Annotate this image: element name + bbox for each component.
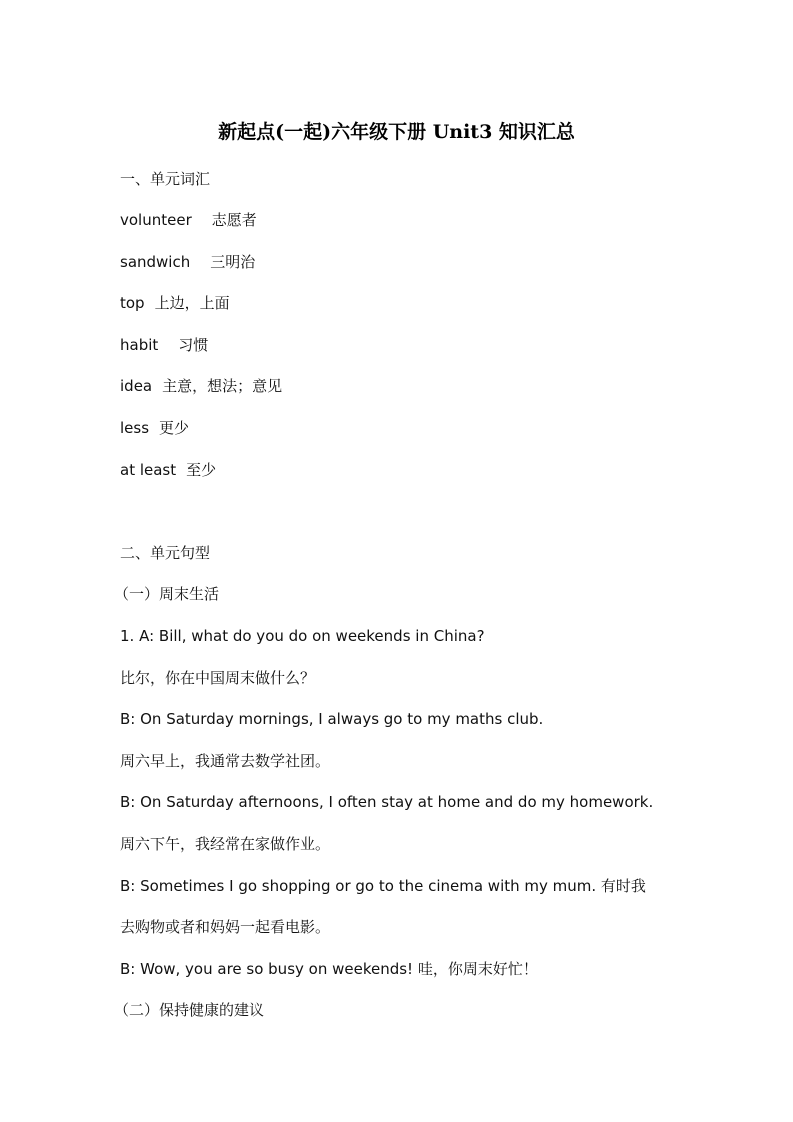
vocab-chinese: 更少 (159, 419, 190, 437)
vocab-english: habit (120, 336, 159, 354)
section-heading-sentences: 二、单元句型 (120, 544, 211, 562)
vocab-english: sandwich (120, 253, 191, 271)
vocab-chinese: 至少 (186, 461, 217, 479)
vocab-item (120, 292, 230, 314)
vocab-chinese: 上边，上面 (154, 294, 230, 312)
sentence-line: 周六下午，我经常在家做作业。 (120, 835, 331, 853)
subsection-heading-weekend: （一）周末生活 (114, 585, 220, 603)
vocab-chinese: 主意，想法；意见 (162, 377, 283, 395)
sentence-line: 去购物或者和妈妈一起看电影。 (120, 918, 331, 936)
vocab-item (120, 251, 255, 273)
vocab-english: volunteer (120, 211, 192, 229)
vocab-chinese: 三明治 (210, 253, 256, 271)
document-title: 新起点(一起)六年级下册 Unit3 知识汇总 (218, 121, 575, 143)
vocab-english: idea (120, 377, 153, 395)
vocab-item (120, 459, 216, 481)
sentence-line: 周六早上，我通常去数学社团。 (120, 752, 331, 770)
sentence-line: B: On Saturday mornings, I always go to my maths club. (120, 710, 544, 728)
vocab-english: less (120, 419, 150, 437)
sentence-line: B: Wow, you are so busy on weekends! 哇，你周末好忙！ (120, 960, 538, 978)
sentence-line: B: On Saturday afternoons, I often stay at home and do my homework. (120, 793, 654, 811)
vocab-chinese: 志愿者 (211, 211, 257, 229)
vocab-item (120, 417, 189, 439)
vocab-chinese: 习惯 (178, 336, 209, 354)
vocab-english: top (120, 294, 145, 312)
sentence-line: B: Sometimes I go shopping or go to the cinema with my mum. 有时我 (120, 877, 646, 895)
vocab-item (120, 209, 257, 231)
section-heading-vocabulary: 一、单元词汇 (120, 170, 211, 188)
vocab-item (120, 334, 208, 356)
subsection-heading-health: （二）保持健康的建议 (114, 1001, 265, 1019)
vocab-english: at least (120, 461, 177, 479)
sentence-line: 比尔，你在中国周末做什么？ (120, 669, 316, 687)
vocab-item (120, 375, 282, 397)
sentence-line: 1. A: Bill, what do you do on weekends in China? (120, 627, 485, 645)
